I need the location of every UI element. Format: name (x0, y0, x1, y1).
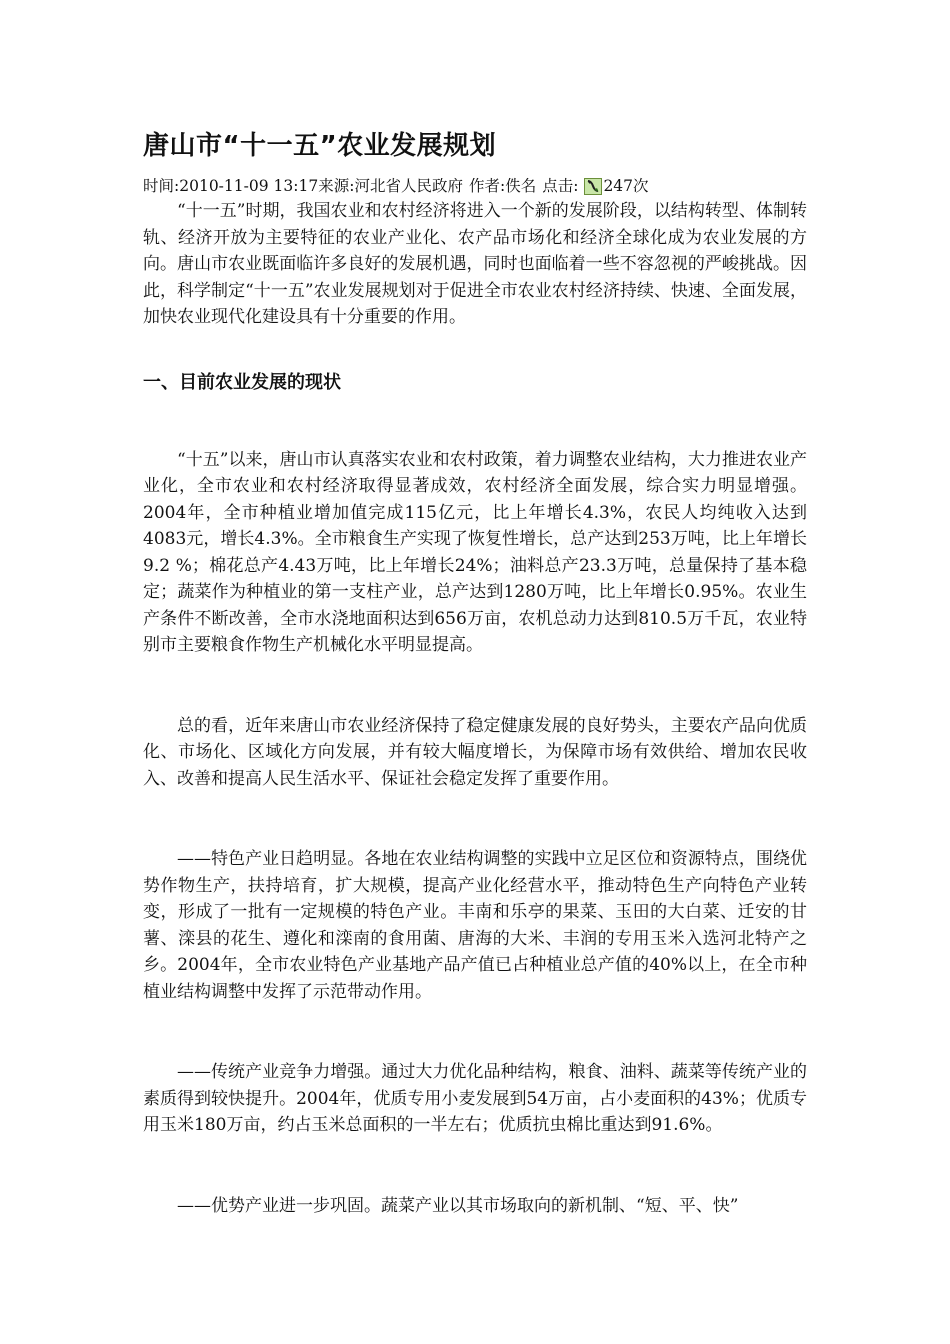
spacer (143, 397, 807, 447)
spacer (143, 1005, 807, 1059)
pencil-icon (584, 178, 602, 195)
article (143, 126, 807, 1219)
source-value: 河北省人民政府 (354, 177, 463, 195)
body-paragraph: ——优势产业进一步巩固。蔬菜产业以其市场取向的新机制、“短、平、快” (177, 1195, 739, 1216)
time-value: 2010-11-09 13:17 (179, 177, 319, 195)
spacer (143, 792, 807, 846)
clicks-label: 点击: (542, 177, 579, 195)
body-paragraph: 总的看，近年来唐山市农业经济保持了稳定健康发展的良好势头，主要农产品向优质化、市场化、区域化方向发展，并有较大幅度增长，为保障市场有效供给、增加农民收入、改善和提高人民生活水平、保证社会稳定发挥了重要作用。 (143, 715, 807, 789)
section-heading: 一、目前农业发展的现状 (143, 371, 341, 393)
spacer (143, 1139, 807, 1193)
clicks-unit: 次 (633, 177, 649, 195)
clicks-count: 247 (603, 177, 634, 195)
intro-paragraph: “十一五”时期，我国农业和农村经济将进入一个新的发展阶段，以结构转型、体制转轨、经济开放为主要特征的农业产业化、农产品市场化和经济全球化成为农业发展的方向。唐山市农业既面临许多良好的发展机遇，同时也面临着一些不容忽视的严峻挑战。因此，科学制定“十一五”农业发展规划对于促进全市农业农村经济持续、快速、全面发展，加快农业现代化建设具有十分重要的作用。 (143, 201, 807, 327)
spacer (143, 659, 807, 713)
author-value: 佚名 (505, 177, 537, 195)
author-label: 作者: (468, 177, 506, 195)
article-title: 唐山市“十一五”农业发展规划 (143, 131, 497, 161)
body-paragraph: ——特色产业日趋明显。各地在农业结构调整的实践中立足区位和资源特点，围绕优势作物生产，扶持培育，扩大规模，提高产业化经营水平，推动特色生产向特色产业转变，形成了一批有一定规模的特色产业。丰南和乐亭的果菜、玉田的大白菜、迁安的甘薯、滦县的花生、遵化和滦南的食用菌、唐海的大米、丰润的专用玉米入选河北特产之乡。2004年，全市农业特色产业基地产品产值已占种植业总产值的40%以上，在全市种植业结构调整中发挥了示范带动作用。 (143, 849, 807, 1002)
time-label: 时间: (143, 177, 180, 195)
body-paragraph: ——传统产业竞争力增强。通过大力优化品种结构，粮食、油料、蔬菜等传统产业的素质得到较快提升。2004年，优质专用小麦发展到54万亩，占小麦面积的43%；优质专用玉米180万亩，约占玉米总面积的一半左右；优质抗虫棉比重达到91.6%。 (143, 1062, 807, 1135)
source-label: 来源: (318, 177, 355, 195)
body-paragraph: “十五”以来，唐山市认真落实农业和农村政策，着力调整农业结构，大力推进农业产业化，全市农业和农村经济取得显著成效，农村经济全面发展，综合实力明显增强。2004年，全市种植业增加值完成115亿元，比上年增长4.3%，农民人均纯收入达到4083元，增长4.3%。全市粮食生产实现了恢复性增长，总产达到253万吨，比上年增长9.2 %；棉花总产4.43万吨，比上年增长24%；油料总产23.3万吨，总量保持了基本稳定；蔬菜作为种植业的第一支柱产业，总产达到1280万吨，比上年增长0.95%。农业生产条件不断改善，全市水浇地面积达到656万亩，农机总动力达到810.5万千瓦，农业特别市主要粮食作物生产机械化水平明显提高。 (143, 449, 807, 655)
spacer (143, 331, 807, 369)
article-meta (143, 174, 807, 198)
